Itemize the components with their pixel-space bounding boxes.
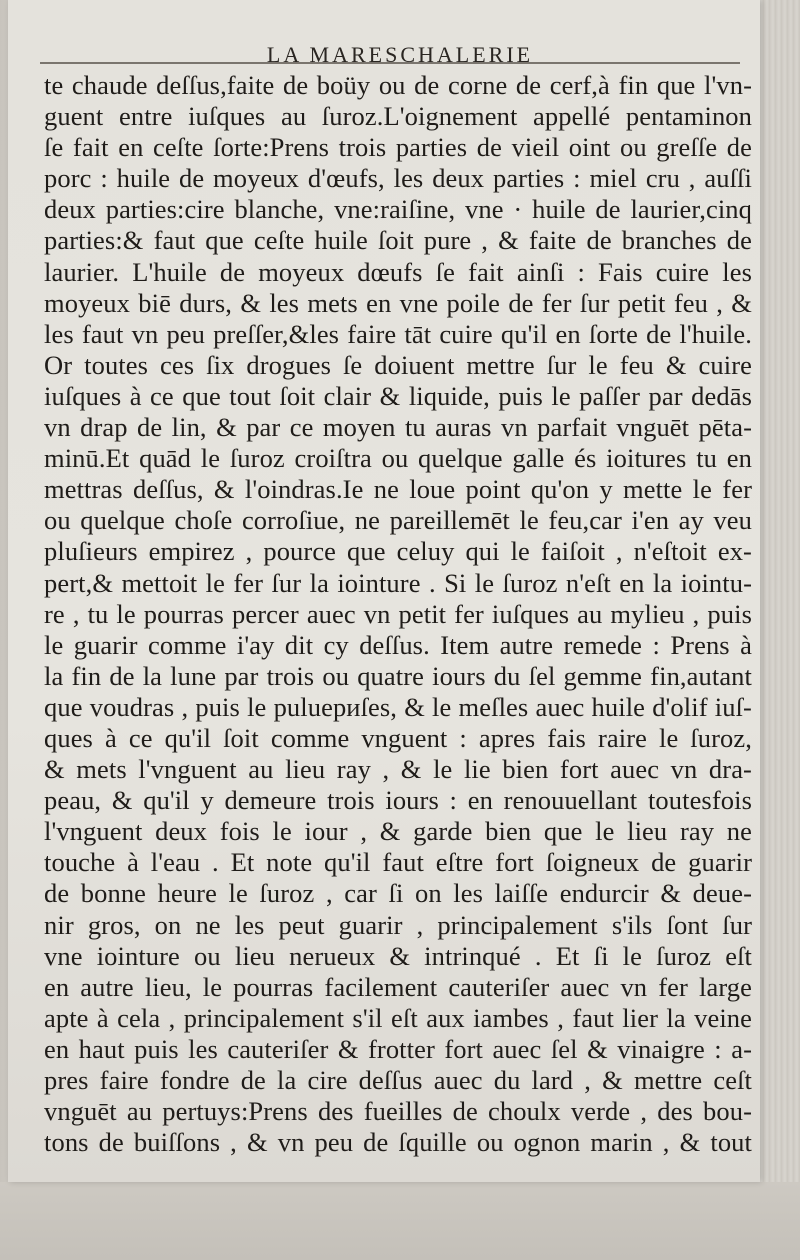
text-line: tons de buiſſons , & vn peu de ſquille ou ognon marin , & tout xyxy=(44,1127,752,1158)
text-line: peau, & qu'il y demeure trois iours : en renouuellant toutesfois xyxy=(44,785,752,816)
text-line: ou quelque choſe corroſiue, ne pareillemēt le feu,car i'en ay veu xyxy=(44,505,752,536)
text-line: en haut puis les cauteriſer & frotter fort auec ſel & vinaigre : a- xyxy=(44,1033,752,1064)
text-line: le guarir comme i'ay dit cy deſſus. Item autre remede : Prens à xyxy=(44,629,752,660)
text-line: laurier. L'huile de moyeux dœufs ſe fait ainſi : Fais cuire les xyxy=(44,256,752,287)
text-line: minū.Et quād le ſuroz croiſtra ou quelque galle és ioitures tu en xyxy=(44,443,752,474)
text-line: de bonne heure le ſuroz , car ſi on les laiſſe endurcir & deue- xyxy=(44,878,752,909)
text-line: vn drap de lin, & par ce moyen tu auras vn parfait vnguēt pēta- xyxy=(44,412,752,443)
text-line: deux parties:cire blanche, vne:raiſine, vne · huile de laurier,cinq xyxy=(44,194,752,225)
bottom-margin xyxy=(0,1182,800,1260)
text-line: pres faire fondre de la cire deſſus auec du lard , & mettre ceſt xyxy=(44,1065,752,1095)
text-line: re , tu le pourras percer auec vn petit fer iuſques au mylieu , puis xyxy=(44,598,752,629)
text-line: vnguēt au pertuys:Prens des fueilles de choulx verde , des bou- xyxy=(44,1096,752,1127)
body-text xyxy=(44,70,752,1158)
text-line: les faut vn peu preſſer,&les faire tāt cuire qu'il en ſorte de l'huile. xyxy=(44,318,752,349)
text-line: ſe fait en ceſte ſorte:Prens trois parties de vieil oint ou greſſe de xyxy=(44,132,752,163)
text-line: Or toutes ces ſix drogues ſe doiuent mettre ſur le feu & cuire xyxy=(44,349,752,380)
text-line: l'vnguent deux fois le iour , & garde bien que le lieu ray ne xyxy=(44,816,752,847)
text-line: que voudras , puis le puluериſes, & le meſles auec huile d'olif iuſ- xyxy=(44,691,752,722)
text-line: moyeux biē durs, & les mets en vne poile de fer ſur petit feu , & xyxy=(44,287,752,318)
running-head: LA MARESCHALERIE xyxy=(266,42,534,67)
text-line: parties:& faut que ceſte huile ſoit pure , & faite de branches de xyxy=(44,225,752,256)
text-line: en autre lieu, le pourras facilement cauteriſer auec vn fer large xyxy=(44,971,752,1002)
text-line: pert,& mettoit le fer ſur la iointure . Si le ſuroz n'eſt en la iointu- xyxy=(44,567,752,598)
text-line: nir gros, on ne les peut guarir , principalement s'ils ſont ſur xyxy=(44,909,752,940)
text-line: & mets l'vnguent au lieu ray , & le lie bien fort auec vn dra- xyxy=(44,754,752,785)
text-line: guent entre iuſques au ſuroz.L'oignement appellé pentaminon xyxy=(44,101,752,132)
text-line: la fin de la lune par trois ou quatre iours du ſel gemme fin,autant xyxy=(44,660,752,691)
text-line: te chaude deſſus,faite de boüy ou de corne de cerf,à fin que l'vn- xyxy=(44,70,752,100)
text-line: pluſieurs empirez , pource que celuy qui le faiſoit , n'eſtoit ex- xyxy=(44,536,752,567)
text-line: iuſques à ce que tout ſoit clair & liquide, puis le paſſer par dedās xyxy=(44,380,752,411)
text-line: porc : huile de moyeux d'œufs, les deux parties : miel cru , auſſi xyxy=(44,163,752,194)
text-line: ques à ce qu'il ſoit comme vnguent : apres fais raire le ſuroz, xyxy=(44,722,752,753)
text-line: apte à cela , principalement s'il eſt aux iambes , faut lier la veine xyxy=(44,1002,752,1033)
text-line: mettras deſſus, & l'oindras.Ie ne loue point qu'on y mette le fer xyxy=(44,474,752,505)
text-line: touche à l'eau . Et note qu'il faut eſtre fort ſoigneux de guarir xyxy=(44,847,752,878)
text-line: vne iointure ou lieu nerueux & intrinqué . Et ſi le ſuroz eſt xyxy=(44,940,752,971)
